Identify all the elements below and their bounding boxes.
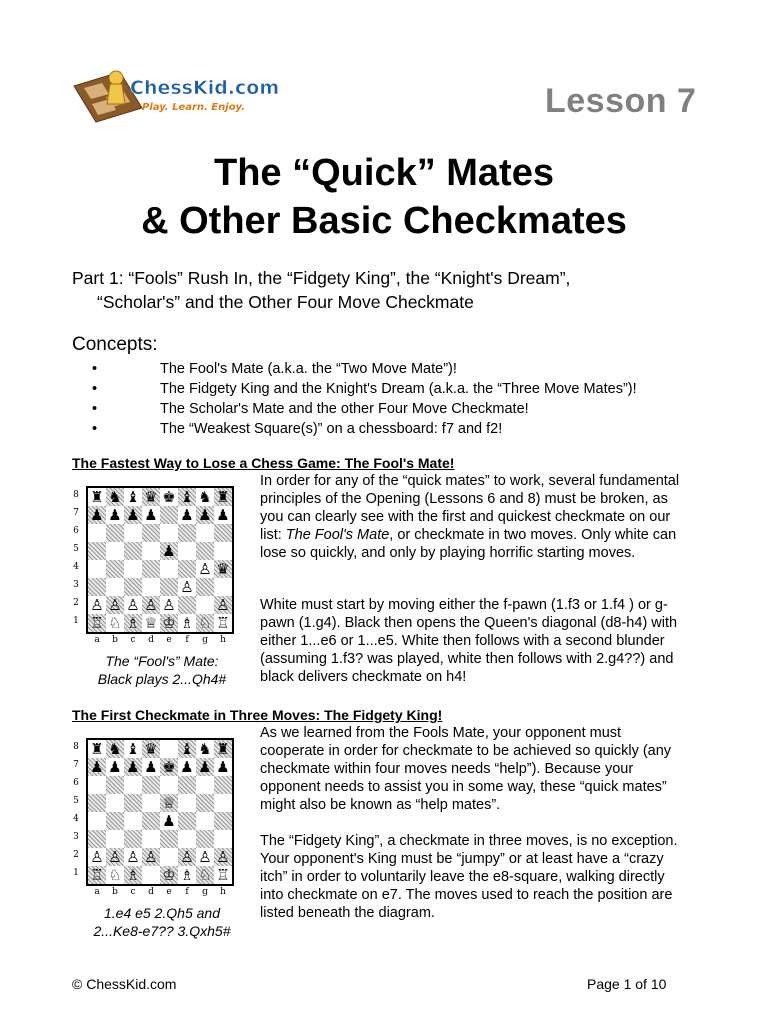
board-square bbox=[124, 542, 142, 560]
page-title-line1: The “Quick” Mates bbox=[214, 152, 554, 194]
page-title-line2: & Other Basic Checkmates bbox=[141, 200, 627, 242]
board-square bbox=[88, 830, 106, 848]
board-square bbox=[142, 776, 160, 794]
board-square bbox=[88, 812, 106, 830]
board-square bbox=[178, 812, 196, 830]
part-heading bbox=[72, 266, 712, 314]
board-square bbox=[196, 812, 214, 830]
white-pawn-icon: ♙ bbox=[196, 848, 214, 866]
rank-label: 4 bbox=[73, 562, 79, 572]
part-heading-line1: Part 1: “Fools” Rush In, the “Fidgety King”, the “Knight's Dream”, bbox=[72, 268, 571, 288]
part-heading-line2: “Scholar's” and the Other Four Move Checkmate bbox=[97, 292, 474, 312]
black-knight-icon: ♞ bbox=[196, 488, 214, 506]
board-square bbox=[196, 830, 214, 848]
list-item: • The Fidgety King and the Knight's Dream (a.k.a. the “Three Move Mates”)! bbox=[92, 381, 637, 397]
file-label: d bbox=[148, 635, 154, 645]
board-square bbox=[106, 776, 124, 794]
file-label: f bbox=[185, 887, 189, 897]
board-square bbox=[88, 560, 106, 578]
paragraph-fools-mate-intro: In order for any of the “quick mates” to work, several fundamental principles of the Opening (Lessons 6 and 8) must be broken, as you can clearly see with the first and quickest checkmate on our list: The Fool's Mate, or checkmate in two moves. Only white can lose so quickly, and only by playing horrific starting moves. bbox=[260, 473, 680, 561]
board-square bbox=[124, 830, 142, 848]
black-pawn-icon: ♟ bbox=[196, 758, 214, 776]
board-square bbox=[196, 578, 214, 596]
chessboard-fidgety-king bbox=[66, 738, 238, 897]
bullet-icon: • bbox=[92, 381, 98, 397]
black-bishop-icon: ♝ bbox=[178, 488, 196, 506]
white-rook-icon: ♖ bbox=[214, 614, 232, 632]
concepts-heading: Concepts: bbox=[72, 334, 158, 355]
black-queen-icon: ♛ bbox=[142, 740, 160, 758]
rank-label: 6 bbox=[73, 526, 79, 536]
list-item: • The Scholar's Mate and the other Four Move Checkmate! bbox=[92, 401, 529, 417]
board-square bbox=[196, 524, 214, 542]
white-pawn-icon: ♙ bbox=[106, 596, 124, 614]
file-label: c bbox=[130, 887, 136, 897]
chesskid-logo bbox=[72, 64, 280, 126]
white-queen-icon: ♕ bbox=[160, 794, 178, 812]
black-rook-icon: ♜ bbox=[88, 488, 106, 506]
board-square bbox=[142, 542, 160, 560]
board-square bbox=[142, 794, 160, 812]
black-pawn-icon: ♟ bbox=[142, 506, 160, 524]
white-rook-icon: ♖ bbox=[88, 866, 106, 884]
board-square bbox=[178, 830, 196, 848]
white-king-icon: ♔ bbox=[160, 866, 178, 884]
board-square bbox=[142, 830, 160, 848]
board-square bbox=[88, 542, 106, 560]
board-square bbox=[178, 542, 196, 560]
section-heading-fools-mate: The Fastest Way to Lose a Chess Game: The Fool's Mate! bbox=[72, 455, 455, 471]
board-square bbox=[142, 812, 160, 830]
white-knight-icon: ♘ bbox=[106, 866, 124, 884]
file-label: b bbox=[112, 887, 118, 897]
diagram-caption-fidgety-king: 1.e4 e5 2.Qh5 and 2...Ke8-e7?? 3.Qxh5# bbox=[93, 905, 231, 939]
rank-label: 6 bbox=[73, 778, 79, 788]
file-label: e bbox=[166, 635, 172, 645]
board-square bbox=[178, 560, 196, 578]
board-square bbox=[142, 866, 160, 884]
black-pawn-icon: ♟ bbox=[160, 542, 178, 560]
board-square bbox=[88, 578, 106, 596]
board-grid bbox=[86, 738, 234, 886]
black-bishop-icon: ♝ bbox=[178, 740, 196, 758]
board-square bbox=[196, 794, 214, 812]
black-pawn-icon: ♟ bbox=[214, 758, 232, 776]
board-square bbox=[106, 578, 124, 596]
footer-copyright: © ChessKid.com bbox=[72, 976, 177, 992]
logo-brand: ChessKid.com bbox=[130, 77, 280, 99]
list-item: • The Fool's Mate (a.k.a. the “Two Move Mate”)! bbox=[92, 361, 457, 377]
board-square bbox=[160, 830, 178, 848]
board-square bbox=[214, 578, 232, 596]
board-square bbox=[196, 542, 214, 560]
file-label: d bbox=[148, 887, 154, 897]
white-king-icon: ♔ bbox=[160, 614, 178, 632]
file-label: a bbox=[94, 887, 100, 897]
board-square bbox=[142, 578, 160, 596]
file-label: b bbox=[112, 635, 118, 645]
footer-page-number: Page 1 of 10 bbox=[587, 976, 667, 992]
logo-pawn-icon bbox=[107, 71, 125, 104]
white-bishop-icon: ♗ bbox=[178, 866, 196, 884]
board-square bbox=[106, 794, 124, 812]
white-pawn-icon: ♙ bbox=[214, 596, 232, 614]
file-label: e bbox=[166, 887, 172, 897]
black-king-icon: ♚ bbox=[160, 488, 178, 506]
diagram-caption-fools-mate: The “Fool's” Mate: Black plays 2...Qh4# bbox=[97, 653, 227, 687]
rank-label: 5 bbox=[73, 796, 79, 806]
board-square bbox=[106, 524, 124, 542]
board-square bbox=[214, 776, 232, 794]
white-pawn-icon: ♙ bbox=[124, 848, 142, 866]
board-square bbox=[178, 776, 196, 794]
rank-label: 2 bbox=[73, 850, 79, 860]
board-square bbox=[160, 524, 178, 542]
file-label: h bbox=[220, 635, 226, 645]
black-knight-icon: ♞ bbox=[196, 740, 214, 758]
white-pawn-icon: ♙ bbox=[124, 596, 142, 614]
bullet-icon: • bbox=[92, 421, 98, 437]
rank-label: 3 bbox=[73, 832, 79, 842]
rank-label: 8 bbox=[73, 490, 79, 500]
board-square bbox=[160, 848, 178, 866]
black-pawn-icon: ♟ bbox=[214, 506, 232, 524]
black-pawn-icon: ♟ bbox=[124, 506, 142, 524]
black-queen-icon: ♛ bbox=[142, 488, 160, 506]
board-square bbox=[178, 524, 196, 542]
black-pawn-icon: ♟ bbox=[178, 758, 196, 776]
board-square bbox=[160, 776, 178, 794]
black-king-icon: ♚ bbox=[160, 758, 178, 776]
board-square bbox=[196, 776, 214, 794]
black-knight-icon: ♞ bbox=[106, 740, 124, 758]
board-square bbox=[214, 812, 232, 830]
white-knight-icon: ♘ bbox=[196, 614, 214, 632]
board-square bbox=[124, 794, 142, 812]
section-heading-fidgety-king: The First Checkmate in Three Moves: The Fidgety King! bbox=[72, 707, 443, 723]
board-square bbox=[160, 560, 178, 578]
black-pawn-icon: ♟ bbox=[178, 506, 196, 524]
board-square bbox=[178, 596, 196, 614]
black-rook-icon: ♜ bbox=[214, 488, 232, 506]
board-square bbox=[106, 542, 124, 560]
black-rook-icon: ♜ bbox=[214, 740, 232, 758]
board-square bbox=[160, 506, 178, 524]
rank-label: 2 bbox=[73, 598, 79, 608]
board-square bbox=[124, 524, 142, 542]
rank-label: 1 bbox=[73, 616, 79, 626]
file-label: g bbox=[202, 635, 208, 645]
black-bishop-icon: ♝ bbox=[124, 488, 142, 506]
list-item: • The “Weakest Square(s)” on a chessboard: f7 and f2! bbox=[92, 421, 503, 437]
board-square bbox=[196, 596, 214, 614]
rank-label: 8 bbox=[73, 742, 79, 752]
board-square bbox=[160, 740, 178, 758]
white-pawn-icon: ♙ bbox=[142, 848, 160, 866]
board-square bbox=[214, 524, 232, 542]
rank-label: 7 bbox=[73, 508, 79, 518]
rank-label: 3 bbox=[73, 580, 79, 590]
white-pawn-icon: ♙ bbox=[160, 596, 178, 614]
file-label: a bbox=[94, 635, 100, 645]
black-pawn-icon: ♟ bbox=[106, 758, 124, 776]
logo-tagline: Play. Learn. Enjoy. bbox=[142, 102, 245, 113]
black-queen-icon: ♛ bbox=[214, 560, 232, 578]
board-square bbox=[124, 812, 142, 830]
white-queen-icon: ♕ bbox=[142, 614, 160, 632]
board-square bbox=[106, 830, 124, 848]
rank-label: 7 bbox=[73, 760, 79, 770]
board-square bbox=[160, 578, 178, 596]
white-pawn-icon: ♙ bbox=[88, 596, 106, 614]
white-pawn-icon: ♙ bbox=[178, 578, 196, 596]
rank-label: 5 bbox=[73, 544, 79, 554]
lesson-number: Lesson 7 bbox=[545, 82, 697, 120]
board-square bbox=[178, 794, 196, 812]
board-square bbox=[124, 776, 142, 794]
white-knight-icon: ♘ bbox=[196, 866, 214, 884]
black-pawn-icon: ♟ bbox=[196, 506, 214, 524]
white-rook-icon: ♖ bbox=[88, 614, 106, 632]
board-square bbox=[106, 812, 124, 830]
white-pawn-icon: ♙ bbox=[178, 848, 196, 866]
board-square bbox=[214, 542, 232, 560]
white-bishop-icon: ♗ bbox=[124, 866, 142, 884]
white-pawn-icon: ♙ bbox=[88, 848, 106, 866]
board-square bbox=[142, 560, 160, 578]
board-square bbox=[214, 830, 232, 848]
board-square bbox=[124, 578, 142, 596]
black-knight-icon: ♞ bbox=[106, 488, 124, 506]
board-square bbox=[88, 794, 106, 812]
white-pawn-icon: ♙ bbox=[214, 848, 232, 866]
black-pawn-icon: ♟ bbox=[124, 758, 142, 776]
white-pawn-icon: ♙ bbox=[106, 848, 124, 866]
bullet-icon: • bbox=[92, 401, 98, 417]
black-pawn-icon: ♟ bbox=[88, 758, 106, 776]
black-rook-icon: ♜ bbox=[88, 740, 106, 758]
black-pawn-icon: ♟ bbox=[142, 758, 160, 776]
white-pawn-icon: ♙ bbox=[196, 560, 214, 578]
white-pawn-icon: ♙ bbox=[142, 596, 160, 614]
paragraph-fidgety-king: The “Fidgety King”, a checkmate in three moves, is no exception. Your opponent's King must be “jumpy” or at least have a “crazy itch” in order to voluntarily leave the e8-square, walking directly into checkmate on e7. The moves used to reach the position are listed beneath the diagram. bbox=[260, 833, 678, 921]
rank-label: 4 bbox=[73, 814, 79, 824]
board-square bbox=[106, 560, 124, 578]
white-bishop-icon: ♗ bbox=[178, 614, 196, 632]
bullet-icon: • bbox=[92, 361, 98, 377]
board-square bbox=[214, 794, 232, 812]
paragraph-fools-mate-moves: White must start by moving either the f-pawn (1.f3 or 1.f4 ) or g-pawn (1.g4). Black then opens the Queen's diagonal (d8-h4) with either 1...e6 or 1...e5. White then follows with a second blunder (assuming 1.f3? was played, white then follows with 2.g4??) and black delivers checkmate on h4! bbox=[260, 597, 678, 685]
white-knight-icon: ♘ bbox=[106, 614, 124, 632]
rank-label: 1 bbox=[73, 868, 79, 878]
black-pawn-icon: ♟ bbox=[106, 506, 124, 524]
board-grid bbox=[86, 486, 234, 634]
file-label: f bbox=[185, 635, 189, 645]
paragraph-help-mates: As we learned from the Fools Mate, your opponent must cooperate in order for checkmate to be achieved so quickly (any checkmate within four moves needs “help”). Because your opponent needs to assist you in some way, these “quick mates” might also be known as “help mates”. bbox=[260, 725, 672, 813]
black-pawn-icon: ♟ bbox=[160, 812, 178, 830]
white-bishop-icon: ♗ bbox=[124, 614, 142, 632]
white-rook-icon: ♖ bbox=[214, 866, 232, 884]
board-square bbox=[88, 524, 106, 542]
black-bishop-icon: ♝ bbox=[124, 740, 142, 758]
board-square bbox=[124, 560, 142, 578]
board-square bbox=[88, 776, 106, 794]
file-label: h bbox=[220, 887, 226, 897]
file-label: g bbox=[202, 887, 208, 897]
concepts-list bbox=[92, 359, 732, 439]
file-label: c bbox=[130, 635, 136, 645]
black-pawn-icon: ♟ bbox=[88, 506, 106, 524]
chessboard-fools-mate bbox=[66, 486, 238, 645]
board-square bbox=[142, 524, 160, 542]
